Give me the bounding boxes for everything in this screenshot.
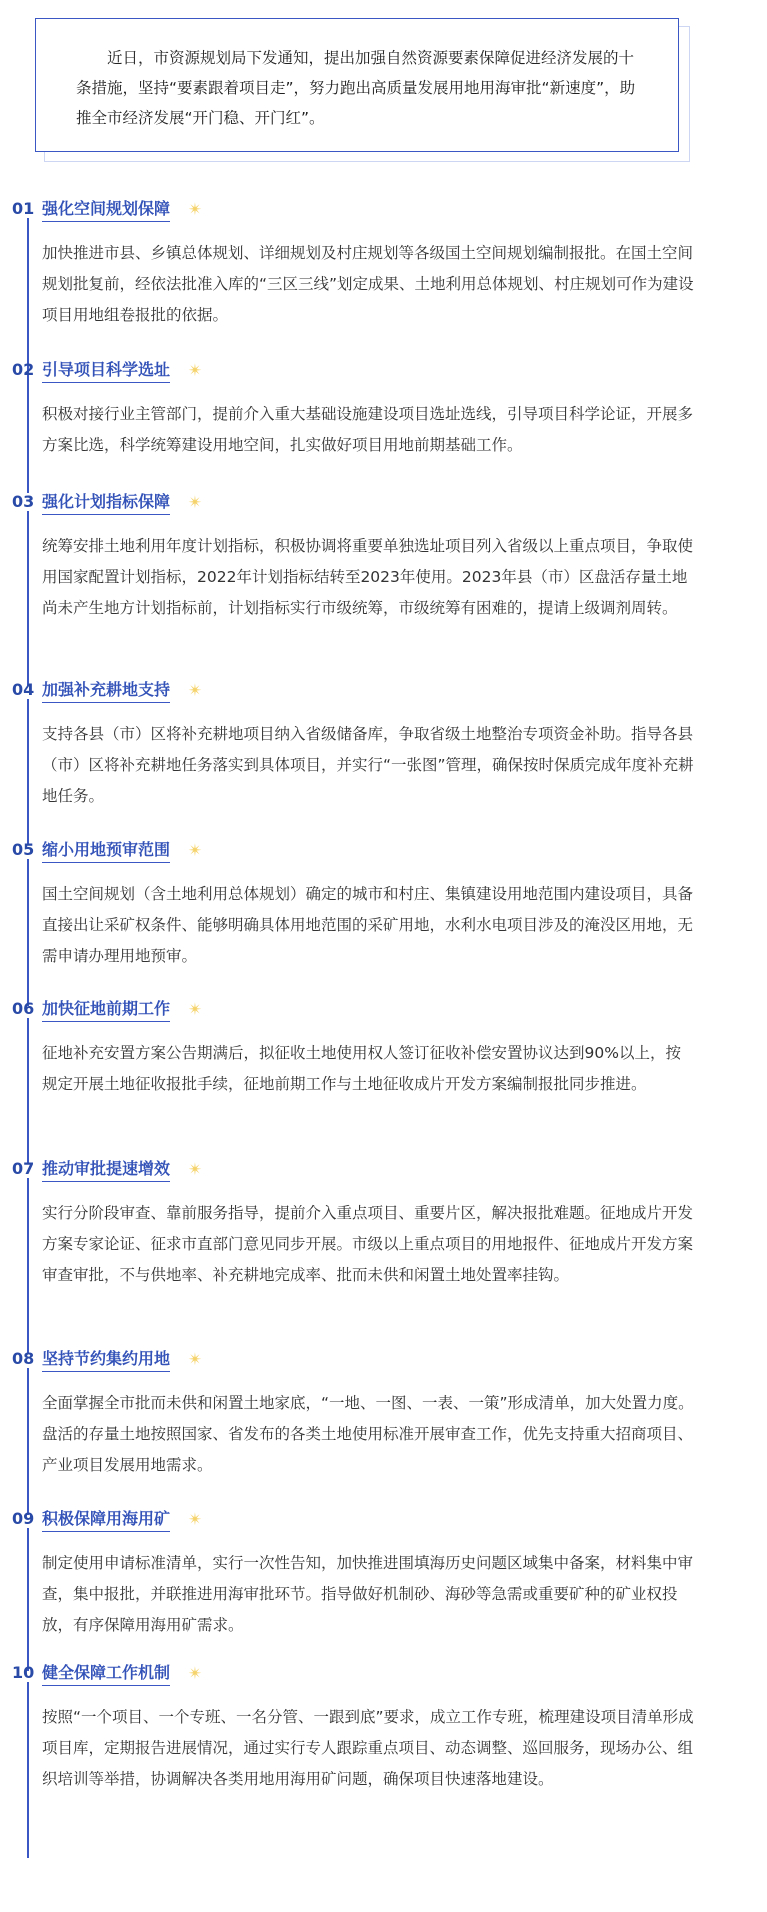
section-number: 04 <box>12 680 35 699</box>
section-text: 实行分阶段审查、靠前服务指导，提前介入重点项目、重要片区，解决报批难题。征地成片开发方案专家论证、征求市直部门意见同步开展。市级以上重点项目的用地报件、征地成片开发方案审查审批，不与供地率、补充耕地完成率、批而未供和闲置土地处置率挂钩。 <box>42 1204 694 1284</box>
section-divider-line <box>27 1018 29 1164</box>
sparkle-star-icon: ✴ <box>188 1664 203 1684</box>
sparkle-star-icon: ✴ <box>188 1160 203 1180</box>
sparkle-star-icon: ✴ <box>188 681 203 701</box>
section-text: 国土空间规划（含土地利用总体规划）确定的城市和村庄、集镇建设用地范围内建设项目，具备直接出让采矿权条件、能够明确具体用地范围的采矿用地，水利水电项目涉及的淹没区用地，无需申请办理用地预审。 <box>42 885 694 965</box>
section-title: 引导项目科学选址 <box>42 359 170 383</box>
section-title: 缩小用地预审范围 <box>42 839 170 863</box>
section-title: 推动审批提速增效 <box>42 1158 170 1182</box>
section-number: 01 <box>12 199 35 218</box>
section-title: 健全保障工作机制 <box>42 1662 170 1686</box>
section-text: 按照“一个项目、一个专班、一名分管、一跟到底”要求，成立工作专班，梳理建设项目清单形成项目库，定期报告进展情况，通过实行专人跟踪重点项目、动态调整、巡回服务，现场办公、组织培训等举措，协调解决各类用地用海用矿问题，确保项目快速落地建设。 <box>42 1708 694 1788</box>
section-number: 10 <box>12 1663 35 1682</box>
section-divider-line <box>27 1368 29 1515</box>
section-text: 全面掌握全市批而未供和闲置土地家底，“一地、一图、一表、一策”形成清单，加大处置力度。盘活的存量土地按照国家、省发布的各类土地使用标准开展审查工作，优先支持重大招商项目、产业项目发展用地需求。 <box>42 1394 694 1474</box>
sparkle-star-icon: ✴ <box>188 361 203 381</box>
section-divider-line <box>27 511 29 686</box>
intro-paragraph: 近日，市资源规划局下发通知，提出加强自然资源要素保障促进经济发展的十条措施，坚持“要素跟着项目走”，努力跑出高质量发展用地用海审批“新速度”，助推全市经济发展“开门稳、开门红”。 <box>76 49 636 127</box>
section-title: 加强补充耕地支持 <box>42 679 170 703</box>
section-title: 积极保障用海用矿 <box>42 1508 170 1532</box>
section-title: 坚持节约集约用地 <box>42 1348 170 1372</box>
section-text: 制定使用申请标准清单，实行一次性告知，加快推进围填海历史问题区域集中备案，材料集中审查，集中报批，并联推进用海审批环节。指导做好机制砂、海砂等急需或重要矿种的矿业权投放，有序保障用海用矿需求。 <box>42 1554 694 1634</box>
section-divider-line <box>27 1682 29 1858</box>
section-text: 积极对接行业主管部门，提前介入重大基础设施建设项目选址选线，引导项目科学论证，开展多方案比选，科学统筹建设用地空间，扎实做好项目用地前期基础工作。 <box>42 405 694 454</box>
section-text: 统筹安排土地利用年度计划指标，积极协调将重要单独选址项目列入省级以上重点项目，争取使用国家配置计划指标，2022年计划指标结转至2023年使用。2023年县（市）区盘活存量土地尚未产生地方计划指标前，计划指标实行市级统筹，市级统筹有困难的，提请上级调剂周转。 <box>42 537 694 617</box>
section-number: 06 <box>12 999 35 1018</box>
section-divider-line <box>27 1178 29 1353</box>
section-divider-line <box>27 1528 29 1671</box>
section-divider-line <box>27 859 29 1006</box>
section-text: 支持各县（市）区将补充耕地项目纳入省级储备库，争取省级土地整治专项资金补助。指导各县（市）区将补充耕地任务落实到具体项目，并实行“一张图”管理，确保按时保质完成年度补充耕地任务。 <box>42 725 694 805</box>
sparkle-star-icon: ✴ <box>188 200 203 220</box>
section-divider-line <box>27 699 29 844</box>
sparkle-star-icon: ✴ <box>188 841 203 861</box>
section-text: 征地补充安置方案公告期满后，拟征收土地使用权人签订征收补偿安置协议达到90%以上，按规定开展土地征收报批手续，征地前期工作与土地征收成片开发方案编制报批同步推进。 <box>42 1044 681 1093</box>
sparkle-star-icon: ✴ <box>188 1510 203 1530</box>
section-number: 07 <box>12 1159 35 1178</box>
section-divider-line <box>27 379 29 493</box>
sparkle-star-icon: ✴ <box>188 1000 203 1020</box>
section-title: 强化空间规划保障 <box>42 198 170 222</box>
section-number: 03 <box>12 492 35 511</box>
section-number: 08 <box>12 1349 35 1368</box>
section-title: 强化计划指标保障 <box>42 491 170 515</box>
sparkle-star-icon: ✴ <box>188 1350 203 1370</box>
intro-box <box>35 18 679 152</box>
section-number: 02 <box>12 360 35 379</box>
section-text: 加快推进市县、乡镇总体规划、详细规划及村庄规划等各级国土空间规划编制报批。在国土空间规划批复前，经依法批准入库的“三区三线”划定成果、土地利用总体规划、村庄规划可作为建设项目用地组卷报批的依据。 <box>42 244 694 324</box>
sparkle-star-icon: ✴ <box>188 493 203 513</box>
section-number: 09 <box>12 1509 35 1528</box>
section-title: 加快征地前期工作 <box>42 998 170 1022</box>
section-number: 05 <box>12 840 35 859</box>
section-divider-line <box>27 218 29 381</box>
